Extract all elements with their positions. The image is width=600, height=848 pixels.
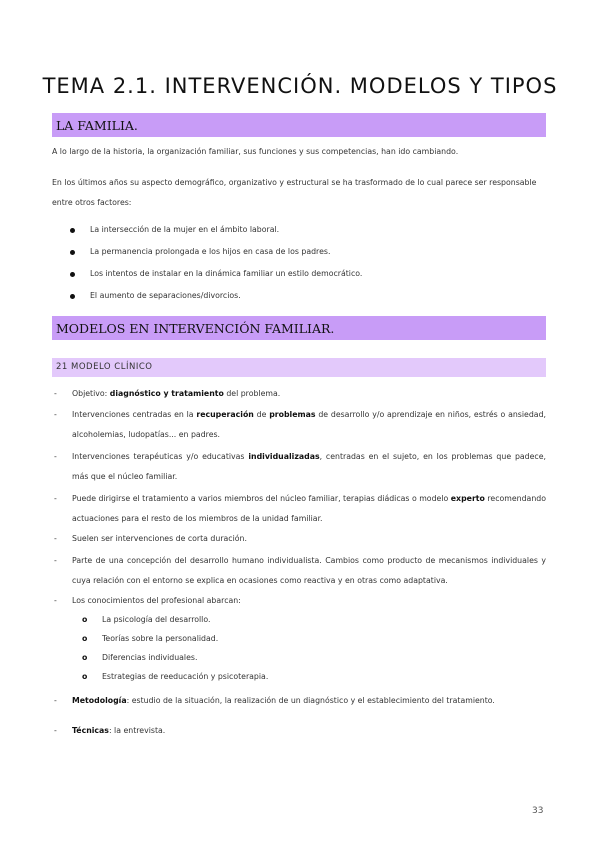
- dash-marker: -: [54, 534, 57, 543]
- dash-marker: -: [54, 696, 57, 705]
- dash-marker: -: [54, 556, 57, 565]
- dash-marker: -: [54, 452, 57, 461]
- sub-list-item: o Estrategias de reeducación y psicoterapia.: [82, 672, 269, 681]
- bullet-icon: [70, 250, 75, 255]
- dash-marker: -: [54, 726, 57, 735]
- section-header-modelos: MODELOS EN INTERVENCIÓN FAMILIAR.: [52, 316, 546, 340]
- list-item: Intervenciones centradas en la recuperación de problemas de desarrollo y/o aprendizaje en niños, estrés o ansiedad, alcoholemias, ludopatías... en padres.: [72, 410, 546, 439]
- list-item-metodologia: Metodología: estudio de la situación, la realización de un diagnóstico y el establecimiento del tratamiento.: [72, 696, 495, 705]
- list-item: Objetivo: diagnóstico y tratamiento del problema.: [72, 389, 281, 398]
- dash-marker: -: [54, 494, 57, 503]
- list-item: Parte de una concepción del desarrollo humano individualista. Cambios como producto de mecanismos individuales y cuya relación con el entorno se explica en ocasiones como reactiva y en otras como adaptativa.: [72, 556, 546, 585]
- section-header-familia: LA FAMILIA.: [52, 113, 546, 137]
- sub-list-item: o Diferencias individuales.: [82, 653, 198, 662]
- list-item-tecnicas: Técnicas: la entrevista.: [72, 726, 166, 735]
- page-number: 33: [532, 806, 544, 816]
- familia-paragraph-1: A lo largo de la historia, la organización familiar, sus funciones y sus competencias, han ido cambiando.: [52, 147, 459, 156]
- sub-list-item: o Teorías sobre la personalidad.: [82, 634, 219, 643]
- bullet-icon: [70, 228, 75, 233]
- list-item: Suelen ser intervenciones de corta duración.: [72, 534, 247, 543]
- list-item: Los conocimientos del profesional abarcan:: [72, 596, 241, 605]
- list-item: Intervenciones terapéuticas y/o educativas individualizadas, centradas en el sujeto, en los problemas que padece, más que el núcleo familiar.: [72, 452, 546, 481]
- dash-marker: -: [54, 410, 57, 419]
- list-item: Puede dirigirse el tratamiento a varios miembros del núcleo familiar, terapias diádicas o modelo experto recomendando actuaciones para el resto de los miembros de la unidad familiar.: [72, 494, 546, 523]
- page-title: TEMA 2.1. INTERVENCIÓN. MODELOS Y TIPOS: [42, 74, 558, 98]
- bullet-icon: [70, 294, 75, 299]
- familia-paragraph-2: En los últimos años su aspecto demográfico, organizativo y estructural se ha trasformado de lo cual parece ser responsable entre otros factores:: [52, 178, 537, 207]
- subsection-header-modelo-clinico: 21 MODELO CLÍNICO: [52, 358, 546, 377]
- sub-list-item: o La psicología del desarrollo.: [82, 615, 211, 624]
- dash-marker: -: [54, 389, 57, 398]
- bullet-icon: [70, 272, 75, 277]
- dash-marker: -: [54, 596, 57, 605]
